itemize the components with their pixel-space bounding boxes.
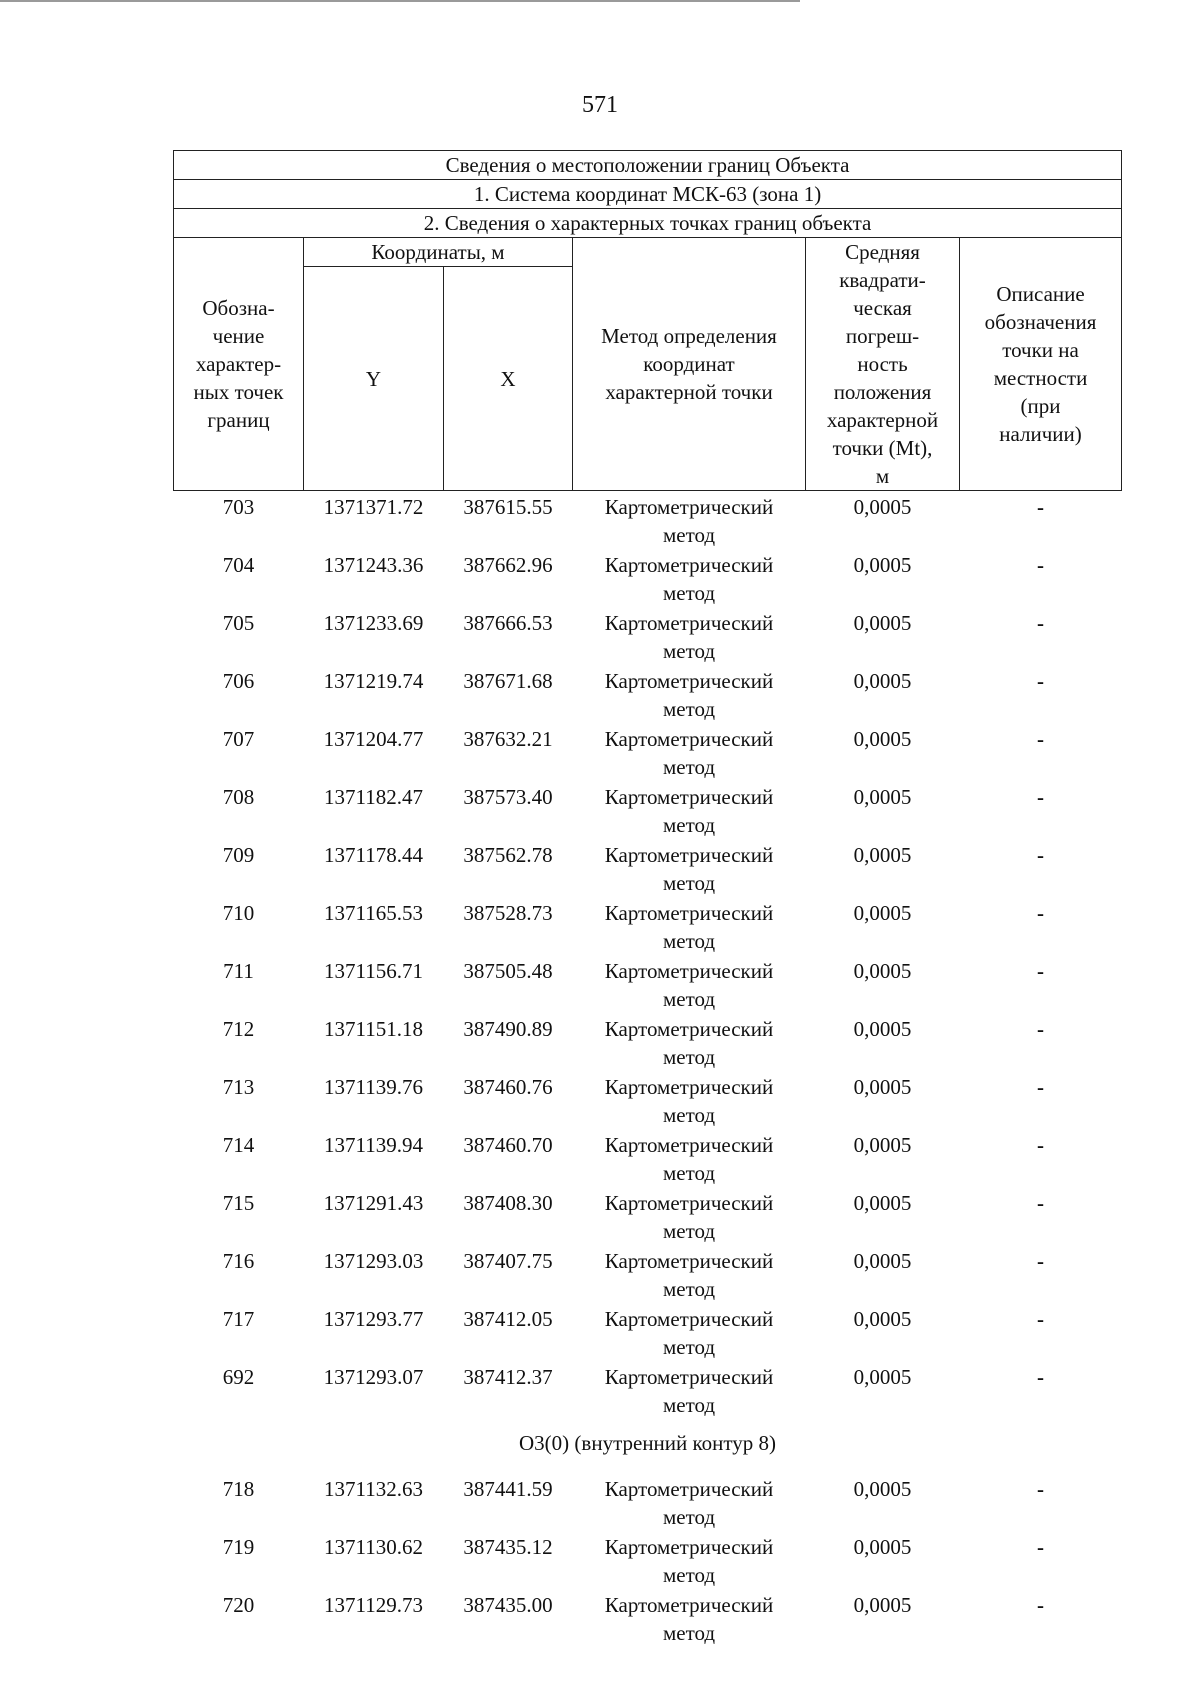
coord-y: 1371291.43: [323, 1191, 424, 1215]
coord-y: 1371156.71: [324, 959, 423, 983]
description-value: -: [1037, 1133, 1045, 1157]
point-id: 713: [222, 1075, 255, 1099]
method-line-2: метод: [662, 523, 716, 547]
coord-x: 387408.30: [463, 1191, 553, 1215]
point-id: 705: [222, 611, 255, 635]
point-id: 712: [222, 1017, 255, 1041]
method-line-2: метод: [662, 1335, 716, 1359]
method-line-2: метод: [662, 871, 716, 895]
table-row-continuation: [174, 1619, 1122, 1647]
error-value: 0,0005: [853, 1307, 912, 1331]
method-line-1: Картометрический: [604, 553, 774, 577]
point-id: 715: [222, 1191, 255, 1215]
method-line-1: Картометрический: [604, 1191, 774, 1215]
point-id: 692: [222, 1365, 255, 1389]
error-value: 0,0005: [853, 1017, 912, 1041]
table-row: [174, 1303, 1122, 1333]
table-row-continuation: [174, 753, 1122, 781]
coord-x: 387407.75: [463, 1249, 553, 1273]
coord-y: 1371151.18: [324, 1017, 423, 1041]
table-row: [174, 1129, 1122, 1159]
point-id: 717: [222, 1307, 255, 1331]
col-header-designation: Обозна- чение характер- ных точек границ: [174, 238, 304, 491]
table-row-continuation: [174, 1043, 1122, 1071]
table-row-continuation: [174, 811, 1122, 839]
method-line-1: Картометрический: [604, 901, 774, 925]
table-row-continuation: [174, 1275, 1122, 1303]
table-row: [174, 897, 1122, 927]
coord-x: 387490.89: [463, 1017, 553, 1041]
table-body-part1: [174, 491, 1122, 1420]
error-value: 0,0005: [853, 1593, 912, 1617]
error-value: 0,0005: [853, 1075, 912, 1099]
coord-y: 1371132.63: [324, 1477, 423, 1501]
method-line-1: Картометрический: [604, 1075, 774, 1099]
coord-x: 387671.68: [463, 669, 553, 693]
method-line-2: метод: [662, 1505, 716, 1529]
section-label: О3(0) (внутренний контур 8): [519, 1431, 777, 1455]
description-value: -: [1037, 785, 1045, 809]
coord-y: 1371182.47: [324, 785, 423, 809]
method-line-2: метод: [662, 639, 716, 663]
method-line-1: Картометрический: [604, 611, 774, 635]
error-value: 0,0005: [853, 959, 912, 983]
col-header-method: Метод определения координат характерной точки: [573, 238, 806, 491]
table-row: [174, 1071, 1122, 1101]
method-line-2: метод: [662, 1219, 716, 1243]
table-row-continuation: [174, 521, 1122, 549]
coord-x: 387573.40: [463, 785, 553, 809]
method-line-2: метод: [662, 813, 716, 837]
coord-x: 387505.48: [463, 959, 553, 983]
description-value: -: [1037, 1365, 1045, 1389]
error-value: 0,0005: [853, 1477, 912, 1501]
col-header-y: Y: [304, 267, 444, 491]
method-line-1: Картометрический: [604, 1249, 774, 1273]
error-value: 0,0005: [853, 1535, 912, 1559]
table-row: [174, 1531, 1122, 1561]
coord-y: 1371219.74: [323, 669, 424, 693]
error-value: 0,0005: [853, 1249, 912, 1273]
coord-y: 1371130.62: [324, 1535, 423, 1559]
description-value: -: [1037, 495, 1045, 519]
table-row: [174, 1245, 1122, 1275]
description-value: -: [1037, 611, 1045, 635]
error-value: 0,0005: [853, 553, 912, 577]
coord-y: 1371293.07: [323, 1365, 424, 1389]
coord-x: 387435.00: [463, 1593, 553, 1617]
method-line-1: Картометрический: [604, 1593, 774, 1617]
method-line-2: метод: [662, 929, 716, 953]
point-id: 716: [222, 1249, 255, 1273]
description-value: -: [1037, 1191, 1045, 1215]
coord-system-title: 1. Система координат МСК-63 (зона 1): [174, 180, 1122, 209]
method-line-1: Картометрический: [604, 843, 774, 867]
table-row-continuation: [174, 1159, 1122, 1187]
description-value: -: [1037, 669, 1045, 693]
method-line-2: метод: [662, 581, 716, 605]
coord-y: 1371293.77: [323, 1307, 424, 1331]
coord-x: 387662.96: [463, 553, 553, 577]
coord-x: 387460.70: [463, 1133, 553, 1157]
table-row-continuation: [174, 1101, 1122, 1129]
table-row: [174, 839, 1122, 869]
coord-y: 1371165.53: [324, 901, 423, 925]
point-id: 710: [222, 901, 255, 925]
coord-x: 387460.76: [463, 1075, 553, 1099]
coord-x: 387562.78: [463, 843, 553, 867]
point-id: 704: [222, 553, 255, 577]
boundary-points-table: [173, 150, 1122, 1647]
table-row-continuation: [174, 1217, 1122, 1245]
col-header-x: X: [444, 267, 573, 491]
table-row-continuation: [174, 1561, 1122, 1589]
coord-y: 1371178.44: [324, 843, 423, 867]
table-row: [174, 1013, 1122, 1043]
method-line-1: Картометрический: [604, 1535, 774, 1559]
table-row-continuation: [174, 985, 1122, 1013]
error-value: 0,0005: [853, 611, 912, 635]
description-value: -: [1037, 1477, 1045, 1501]
col-header-error: Средняя квадрати- ческая погреш- ность положения характерной точки (Mt), м: [806, 238, 960, 491]
table-row: [174, 1473, 1122, 1503]
method-line-2: метод: [662, 1103, 716, 1127]
coord-y: 1371139.94: [324, 1133, 423, 1157]
description-value: -: [1037, 1249, 1045, 1273]
method-line-2: метод: [662, 1621, 716, 1645]
method-line-1: Картометрический: [604, 1017, 774, 1041]
method-line-1: Картометрический: [604, 1365, 774, 1389]
method-line-1: Картометрический: [604, 785, 774, 809]
table-row: [174, 1589, 1122, 1619]
coord-x: 387528.73: [463, 901, 553, 925]
error-value: 0,0005: [853, 495, 912, 519]
description-value: -: [1037, 959, 1045, 983]
coord-y: 1371139.76: [324, 1075, 423, 1099]
method-line-1: Картометрический: [604, 959, 774, 983]
table-row: [174, 723, 1122, 753]
description-value: -: [1037, 1535, 1045, 1559]
point-id: 714: [222, 1133, 255, 1157]
table-row-continuation: [174, 579, 1122, 607]
table-row: [174, 665, 1122, 695]
description-value: -: [1037, 843, 1045, 867]
method-line-1: Картометрический: [604, 727, 774, 751]
error-value: 0,0005: [853, 727, 912, 751]
error-value: 0,0005: [853, 669, 912, 693]
error-value: 0,0005: [853, 1191, 912, 1215]
table-title: Сведения о местоположении границ Объекта: [174, 151, 1122, 180]
table-row: [174, 955, 1122, 985]
method-line-2: метод: [662, 697, 716, 721]
table-row-continuation: [174, 695, 1122, 723]
method-line-2: метод: [662, 1045, 716, 1069]
table-row: [174, 781, 1122, 811]
error-value: 0,0005: [853, 843, 912, 867]
table-row: [174, 1187, 1122, 1217]
table-row-continuation: [174, 927, 1122, 955]
point-id: 703: [222, 495, 255, 519]
method-line-2: метод: [662, 1393, 716, 1417]
points-section-title: 2. Сведения о характерных точках границ объекта: [174, 209, 1122, 238]
point-id: 706: [222, 669, 255, 693]
table-row: [174, 607, 1122, 637]
description-value: -: [1037, 1017, 1045, 1041]
method-line-1: Картометрический: [604, 1477, 774, 1501]
error-value: 0,0005: [853, 785, 912, 809]
coord-y: 1371129.73: [324, 1593, 423, 1617]
table-row: [174, 549, 1122, 579]
coord-y: 1371204.77: [323, 727, 424, 751]
page-number: 571: [582, 92, 618, 118]
point-id: 707: [222, 727, 255, 751]
table-row-continuation: [174, 637, 1122, 665]
method-line-1: Картометрический: [604, 1133, 774, 1157]
table-row-continuation: [174, 869, 1122, 897]
table-row-continuation: [174, 1391, 1122, 1419]
point-id: 720: [222, 1593, 255, 1617]
col-header-coords: Координаты, м: [304, 238, 573, 267]
description-value: -: [1037, 901, 1045, 925]
method-line-2: метод: [662, 1161, 716, 1185]
description-value: -: [1037, 1307, 1045, 1331]
table-row-continuation: [174, 1333, 1122, 1361]
table-row: [174, 491, 1122, 522]
error-value: 0,0005: [853, 1365, 912, 1389]
coord-y: 1371243.36: [323, 553, 424, 577]
scan-edge-line: [0, 0, 800, 2]
description-value: -: [1037, 727, 1045, 751]
method-line-1: Картометрический: [604, 495, 774, 519]
coord-x: 387412.37: [463, 1365, 553, 1389]
coord-y: 1371293.03: [323, 1249, 424, 1273]
coord-y: 1371233.69: [323, 611, 424, 635]
method-line-1: Картометрический: [604, 669, 774, 693]
error-value: 0,0005: [853, 901, 912, 925]
method-line-2: метод: [662, 1277, 716, 1301]
coord-x: 387435.12: [463, 1535, 553, 1559]
coord-x: 387441.59: [463, 1477, 553, 1501]
coord-x: 387632.21: [463, 727, 553, 751]
method-line-1: Картометрический: [604, 1307, 774, 1331]
point-id: 709: [222, 843, 255, 867]
col-header-description: Описание обозначения точки на местности (при наличии): [960, 238, 1122, 491]
coord-y: 1371371.72: [323, 495, 424, 519]
point-id: 708: [222, 785, 255, 809]
coord-x: 387615.55: [463, 495, 553, 519]
description-value: -: [1037, 1593, 1045, 1617]
table-body-part2: [174, 1473, 1122, 1647]
point-id: 711: [223, 959, 254, 983]
method-line-2: метод: [662, 755, 716, 779]
point-id: 719: [222, 1535, 255, 1559]
point-id: 718: [222, 1477, 255, 1501]
coord-x: 387412.05: [463, 1307, 553, 1331]
table-row-continuation: [174, 1503, 1122, 1531]
coord-x: 387666.53: [463, 611, 553, 635]
table-row: [174, 1361, 1122, 1391]
method-line-2: метод: [662, 987, 716, 1011]
error-value: 0,0005: [853, 1133, 912, 1157]
description-value: -: [1037, 1075, 1045, 1099]
description-value: -: [1037, 553, 1045, 577]
method-line-2: метод: [662, 1563, 716, 1587]
